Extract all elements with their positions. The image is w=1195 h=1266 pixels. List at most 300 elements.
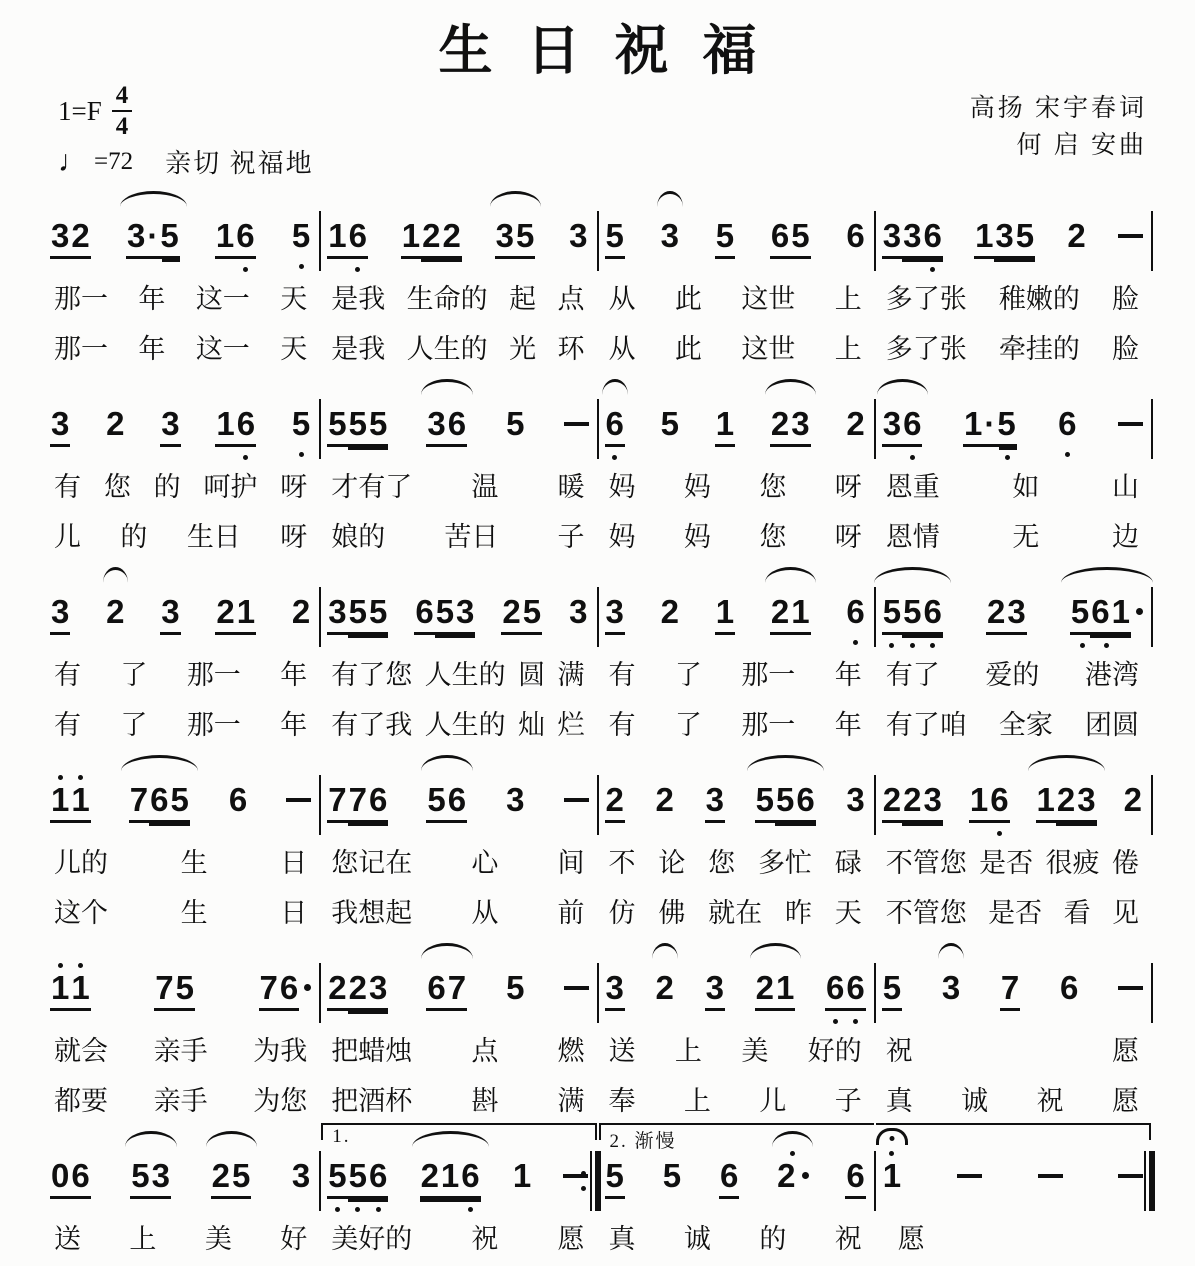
note-low-octave (963, 407, 1017, 447)
notes-row (882, 219, 1143, 271)
lyric-syllable: 有 (608, 660, 636, 691)
note-low-octave (420, 1159, 481, 1199)
notes-row (605, 1159, 866, 1211)
staff-system-6 (42, 1123, 1151, 1266)
note-low-octave (215, 407, 256, 447)
lyric-syllable: 上 (834, 284, 862, 315)
octave-dots-below (327, 1207, 388, 1212)
lyrics-line (327, 471, 588, 509)
note (605, 971, 625, 1011)
lyric-syllable: 您 (708, 848, 736, 879)
lyric-syllable: 全家 (998, 710, 1053, 741)
lyric-syllable: 无 (1012, 522, 1040, 553)
lyric-syllable: 是我 (331, 334, 386, 365)
note-digits: 1 3 5 (974, 219, 1035, 259)
lyric-syllable: 灿 (518, 710, 546, 741)
volta-label: 2. 渐慢 (609, 1131, 677, 1153)
octave-dots-below (825, 1019, 866, 1024)
note-low-octave (969, 783, 1010, 823)
note (426, 407, 467, 447)
octave-dot (889, 1151, 894, 1156)
lyric-syllable: 这一 (195, 334, 250, 365)
lyric-syllable: 前 (557, 898, 585, 929)
lyric-syllable: 点 (471, 1036, 499, 1067)
note (426, 783, 467, 823)
measure (597, 935, 874, 1123)
note-digits: 2 (655, 969, 674, 1007)
note (501, 595, 542, 635)
measure (42, 183, 319, 371)
notes-row (605, 407, 866, 459)
lyric-syllable: 祝 (885, 1036, 913, 1067)
lyrics-line (327, 1035, 588, 1073)
lyrics-line (882, 521, 1143, 559)
lyric-syllable: 心 (471, 848, 499, 879)
note-digits: 2 5 (211, 1159, 252, 1199)
note-digits: 3 (569, 593, 588, 631)
lyrics-line (882, 333, 1143, 371)
note (655, 783, 675, 820)
notes-row (50, 595, 311, 647)
lyrics-line (327, 897, 588, 935)
octave-dot (853, 1019, 858, 1024)
octave-dots-below (1070, 643, 1143, 648)
lyric-syllable: 这世 (741, 334, 796, 365)
note (941, 971, 961, 1008)
lyric-syllable: 那一 (741, 660, 796, 691)
note-low-octave (605, 407, 625, 447)
note-low-octave (291, 407, 311, 444)
note-digits: 3 3 6 (882, 219, 943, 259)
lyric-syllable: 就在 (708, 898, 763, 929)
augmentation-dot (1136, 608, 1143, 615)
note (770, 595, 811, 635)
octave-dot (299, 264, 304, 269)
note (414, 595, 475, 635)
note (1059, 971, 1079, 1008)
octave-dot (243, 267, 248, 272)
augmentation-dot (802, 1172, 809, 1179)
lyric-syllable: 天 (280, 284, 308, 315)
note (401, 219, 462, 259)
second-beam-line (162, 259, 180, 262)
lyric-syllable: 您 (759, 522, 787, 553)
note-digits: 2 (1123, 781, 1142, 819)
lyrics-line (50, 1035, 311, 1073)
lyric-syllable: 日 (280, 898, 308, 929)
lyric-syllable: 年 (280, 710, 308, 741)
note-digits: 1 6 (215, 219, 256, 259)
lyric-syllable: 送 (54, 1224, 81, 1255)
staff-system-2 (42, 371, 1151, 559)
lyrics-line (50, 709, 311, 747)
second-beam-line (348, 823, 389, 826)
lyrics-line (50, 1223, 311, 1261)
lyrics-line (605, 1223, 866, 1261)
duration-dash (286, 798, 311, 802)
notes-row (327, 219, 588, 271)
note (986, 595, 1027, 635)
note (568, 219, 588, 256)
note (715, 219, 735, 259)
lyric-syllable: 边 (1112, 522, 1139, 553)
slur-arc (1061, 567, 1153, 583)
note-digits: 2 (655, 781, 674, 819)
note (130, 1159, 171, 1199)
note-digits: 2 1 (215, 595, 256, 635)
note (327, 407, 388, 447)
note-low-octave (882, 219, 943, 259)
octave-dot (78, 775, 83, 780)
lyrics-line (50, 521, 311, 559)
notes-row (605, 971, 866, 1023)
note-digits: 2 1 (755, 971, 796, 1011)
lyrics-line (882, 659, 1143, 697)
lyric-syllable: 圆 (518, 660, 546, 691)
lyrics-line (882, 283, 1143, 321)
note-digits: 6 5 (770, 219, 811, 259)
lyric-syllable: 碌 (834, 848, 862, 879)
note-low-octave (825, 971, 866, 1011)
lyric-syllable: 天 (834, 898, 862, 929)
note (105, 407, 125, 444)
note (327, 595, 388, 635)
duration-dash (564, 422, 589, 426)
second-beam-line (348, 1011, 389, 1014)
note-digits: 5 (715, 219, 735, 259)
lyric-syllable: 是我 (331, 284, 386, 315)
lyrics-line (50, 1085, 311, 1123)
lyric-syllable: 年 (280, 660, 308, 691)
note (845, 219, 865, 256)
lyric-syllable: 呀 (280, 472, 308, 503)
note-digits: 7 5 (154, 971, 195, 1011)
note-digits: 3 6 (426, 407, 467, 447)
octave-dot (790, 1151, 795, 1156)
note-high-octave (776, 1159, 808, 1196)
lyric-syllable: 是否 (979, 848, 1034, 879)
lyric-syllable: 祝 (1036, 1086, 1064, 1117)
notes-row (327, 783, 588, 835)
lyric-syllable: 愿 (1111, 1086, 1139, 1117)
note-low-octave (291, 219, 311, 256)
duration-dash (564, 798, 589, 802)
note-digits: 3 5 5 (327, 595, 388, 635)
octave-dot (58, 775, 63, 780)
lyric-syllable: 如 (1012, 472, 1040, 503)
lyric-syllable: 儿 (54, 522, 81, 553)
note (1118, 1159, 1143, 1178)
lyric-syllable: 牵挂的 (998, 334, 1080, 365)
note (1118, 219, 1143, 238)
note-digits: 1 6 (969, 783, 1010, 823)
note (160, 407, 180, 447)
octave-dot (1104, 643, 1109, 648)
note-digits: 5 (506, 969, 525, 1007)
notes-row (50, 1159, 311, 1211)
note (705, 783, 725, 823)
octave-dot (58, 963, 63, 968)
slur-arc (602, 379, 628, 395)
lyric-syllable: 这世 (741, 284, 796, 315)
lyric-syllable: 此 (674, 284, 702, 315)
note-digits: 2 3 (986, 595, 1027, 635)
octave-dot (910, 643, 915, 648)
note-digits: 2 (1067, 217, 1086, 255)
lyric-syllable: 团圆 (1085, 710, 1139, 741)
note (882, 783, 943, 823)
note (215, 595, 256, 635)
note-digits: 5 6 1 (1070, 595, 1131, 635)
lyrics-line (605, 471, 866, 509)
notes-row (50, 219, 311, 271)
lyric-syllable: 呀 (280, 522, 308, 553)
second-beam-line (149, 823, 190, 826)
lyric-syllable: 间 (557, 848, 585, 879)
lyric-syllable: 亲手 (153, 1036, 208, 1067)
slur-arc (421, 379, 472, 395)
note-digits: 3 (50, 595, 70, 635)
note-low-octave (1057, 407, 1077, 444)
slur-arc (874, 567, 951, 583)
note-digits: 2 3 (770, 407, 811, 447)
note (211, 1159, 252, 1199)
measure (42, 1123, 319, 1266)
octave-dot (889, 643, 894, 648)
lyrics-line (327, 847, 588, 885)
note-digits: 0 6 (50, 1159, 91, 1199)
notes-row (327, 971, 588, 1023)
note-digits: 6 (228, 781, 248, 819)
note-digits: 6 (845, 1159, 865, 1199)
note-digits: 3 (605, 595, 625, 635)
measure (42, 559, 319, 747)
duration-dash (1038, 1174, 1063, 1178)
note-digits: 1 2 3 (1036, 783, 1097, 823)
measure (597, 1123, 874, 1266)
lyric-syllable: 起 (509, 284, 537, 315)
lyric-syllable: 呀 (834, 472, 862, 503)
lyric-syllable: 此 (674, 334, 702, 365)
lyric-syllable: 上 (674, 1036, 702, 1067)
note (882, 971, 902, 1011)
note-digits: 7 6 5 (129, 783, 190, 823)
second-beam-line (421, 259, 462, 262)
lyrics-line (605, 1035, 866, 1073)
lyric-syllable: 好的 (807, 1036, 862, 1067)
lyrics-line (605, 659, 866, 697)
note-digits: 2 1 6 (420, 1159, 481, 1199)
lyrics-line (605, 333, 866, 371)
fermata-icon (876, 1128, 908, 1145)
lyric-syllable: 祝 (471, 1224, 499, 1255)
lyrics-line (327, 659, 588, 697)
slur-arc (657, 191, 683, 207)
lyric-syllable: 生 (180, 848, 208, 879)
note-digits: 2 (106, 593, 125, 631)
second-beam-line (775, 823, 816, 826)
note-digits: 3 (941, 969, 961, 1007)
lyric-syllable: 光 (509, 334, 537, 365)
octave-dot (299, 452, 304, 457)
lyrics-line (882, 847, 1143, 885)
note (426, 971, 467, 1011)
measure (319, 935, 596, 1123)
octave-dots-below (882, 643, 943, 648)
octave-dots-below (215, 267, 256, 272)
note-digits: 3 (846, 781, 865, 819)
second-beam-line (348, 1199, 389, 1202)
final-barline (1144, 1151, 1155, 1211)
lyric-syllable: 港湾 (1085, 660, 1139, 691)
lyrics-line (327, 1223, 588, 1261)
volta-bracket (876, 1123, 1151, 1140)
lyric-syllable: 山 (1112, 472, 1139, 503)
note (1123, 783, 1143, 820)
barline (1151, 775, 1153, 835)
note (660, 219, 680, 256)
lyric-syllable: 日 (280, 848, 308, 879)
lyric-syllable: 美 (204, 1224, 232, 1255)
barline (1151, 587, 1153, 647)
lyric-syllable: 有了我 (331, 710, 413, 741)
lyric-syllable: 从 (471, 898, 499, 929)
note-digits: 6 (1059, 969, 1079, 1007)
lyric-syllable: 多了张 (885, 334, 967, 365)
octave-dot (612, 455, 617, 460)
lyric-syllable: 从 (608, 284, 636, 315)
lyric-syllable: 有了咱 (885, 710, 967, 741)
measure (874, 371, 1151, 559)
octave-dot (997, 831, 1002, 836)
note (126, 219, 180, 259)
lyric-syllable: 奉 (608, 1086, 636, 1117)
note-digits: 1 (512, 1157, 532, 1195)
note (564, 407, 589, 426)
barline (1151, 399, 1153, 459)
lyric-syllable: 佛 (658, 898, 686, 929)
note-low-octave (882, 407, 923, 447)
note (1038, 1159, 1063, 1178)
lyrics-line (605, 709, 866, 747)
lyric-syllable: 人生的 (424, 710, 506, 741)
note-high-octave (882, 1159, 902, 1196)
lyric-syllable: 真 (608, 1224, 636, 1255)
lyrics-line (882, 1085, 1143, 1123)
notes-row (50, 783, 311, 835)
note-digits: 2 (660, 593, 679, 631)
octave-dots-below (420, 1207, 481, 1212)
lyric-syllable: 看 (1063, 898, 1091, 929)
lyric-syllable: 诚 (961, 1086, 989, 1117)
lyrics-line (882, 897, 1143, 935)
octave-dots-above (50, 963, 91, 968)
lyrics-line (882, 471, 1143, 509)
note (228, 783, 248, 820)
second-beam-line (902, 823, 943, 826)
note-digits: 3 5 (495, 219, 536, 259)
note-digits: 7 6 (259, 971, 300, 1011)
octave-dot (1005, 455, 1010, 460)
measure (319, 183, 596, 371)
slur-arc (206, 1131, 257, 1147)
slur-arc (421, 755, 472, 771)
lyric-syllable: 才有了 (331, 472, 413, 503)
measure (319, 1123, 596, 1266)
note (50, 595, 70, 635)
octave-dots-below (969, 831, 1010, 836)
lyrics-line (605, 847, 866, 885)
octave-dot (833, 1019, 838, 1024)
note (495, 219, 536, 259)
octave-dot (355, 267, 360, 272)
lyrics-line (605, 1085, 866, 1123)
measure (319, 371, 596, 559)
measure (42, 747, 319, 935)
lyric-syllable: 儿的 (54, 848, 108, 879)
note-digits: 7 7 6 (327, 783, 388, 823)
lyric-syllable: 很疲 (1045, 848, 1100, 879)
note (286, 783, 311, 802)
note (1000, 971, 1020, 1011)
lyric-syllable: 恩情 (885, 522, 940, 553)
lyric-syllable: 人生的 (424, 660, 506, 691)
note (1118, 407, 1143, 426)
slur-arc (747, 755, 824, 771)
note (770, 219, 811, 259)
lyric-syllable: 您记在 (331, 848, 413, 879)
slur-arc (765, 379, 816, 395)
lyric-syllable: 论 (658, 848, 686, 879)
staff-system-4 (42, 747, 1151, 935)
measure (597, 183, 874, 371)
octave-dots-below (1057, 452, 1077, 457)
note-digits: 5 (662, 1157, 682, 1195)
volta-label: 1. (332, 1126, 351, 1148)
octave-dot (1065, 452, 1070, 457)
note (154, 971, 195, 1011)
octave-dots-above (776, 1151, 808, 1156)
lyric-syllable: 美好的 (331, 1224, 413, 1255)
staff-system-5 (42, 935, 1151, 1123)
note (655, 971, 675, 1008)
octave-dots-above (50, 775, 91, 780)
second-beam-line (999, 447, 1017, 450)
lyric-syllable: 脸 (1112, 334, 1139, 365)
octave-dots-above (882, 1151, 902, 1156)
note-digits: 5 5 6 (882, 595, 943, 635)
lyric-syllable: 暖 (557, 472, 585, 503)
note-digits: 2 (846, 405, 865, 443)
note (105, 595, 125, 632)
note-digits: 3 (705, 783, 725, 823)
measure (597, 371, 874, 559)
lyrics-line (327, 333, 588, 371)
slur-arc (765, 567, 816, 583)
note-digits: 2 (605, 783, 625, 823)
note (755, 971, 796, 1011)
octave-dots-below (963, 455, 1017, 460)
lyric-syllable: 那一 (741, 710, 796, 741)
notes-row (605, 219, 866, 271)
volta-bracket (599, 1123, 874, 1153)
lyrics-line (327, 1085, 588, 1123)
note-digits: 6 (719, 1159, 739, 1199)
octave-dot (468, 1207, 473, 1212)
lyric-syllable: 真 (885, 1086, 913, 1117)
note (715, 595, 735, 635)
measure (874, 747, 1151, 935)
